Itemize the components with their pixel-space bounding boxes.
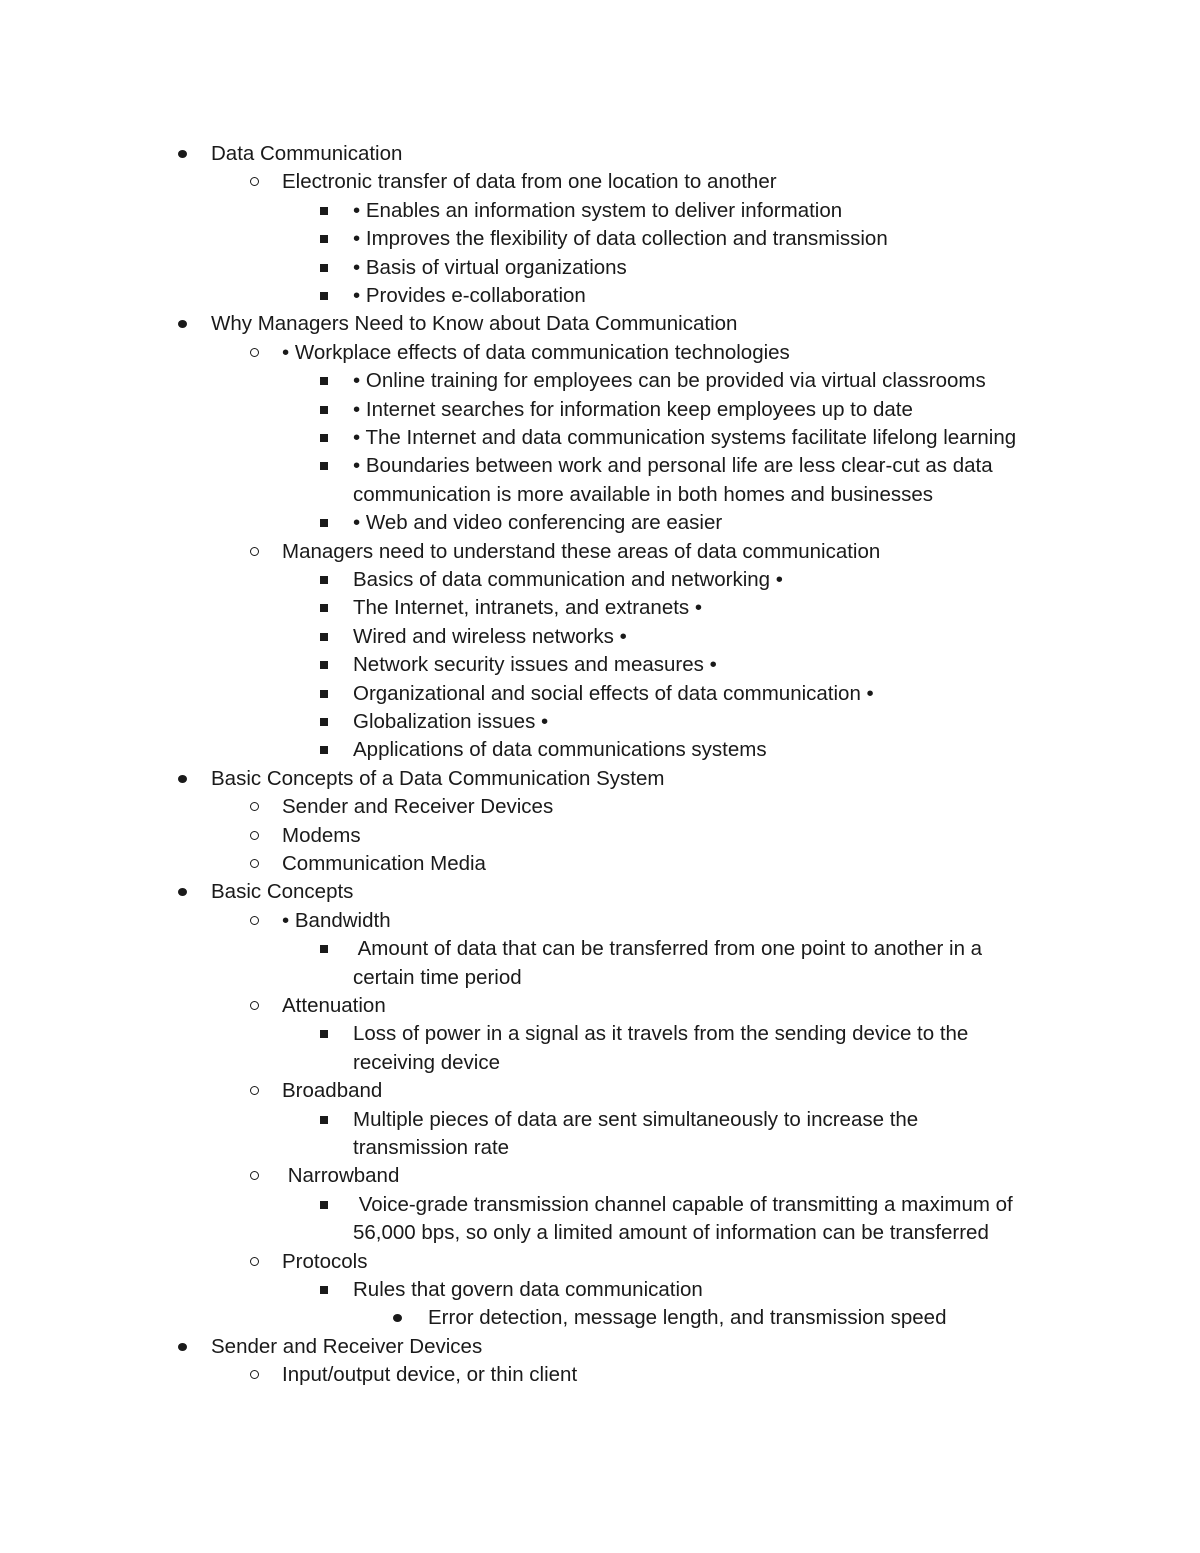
list-item-level-0: Data Communication (211, 142, 403, 165)
list-item-level-1: Input/output device, or thin client (282, 1363, 578, 1387)
list-item-level-2: Organizational and social effects of data communication • (353, 681, 874, 705)
hollow-circle-bullet-icon (248, 1361, 262, 1389)
list-item-level-2: Voice-grade transmission channel capable of transmitting a maximum of (353, 1192, 1013, 1216)
list-item-level-2: The Internet, intranets, and extranets • (353, 596, 703, 620)
list-item-level-2: • Boundaries between work and personal life are less clear-cut as data (353, 454, 993, 478)
list-item-level-0: Sender and Receiver Devices (211, 1334, 483, 1358)
hollow-circle-bullet-icon (248, 793, 262, 821)
list-item-level-2: • Basis of virtual organizations (353, 255, 627, 279)
hollow-circle-bullet-icon (248, 339, 262, 367)
list-item-level-1: Broadband (282, 1079, 383, 1103)
filled-circle-bullet-icon (175, 1333, 189, 1361)
hollow-circle-bullet-icon (248, 1077, 262, 1105)
list-item-level-2: Wired and wireless networks • (353, 624, 627, 648)
list-item-level-2: Applications of data communications systems (353, 738, 767, 762)
list-item-level-2: • Web and video conferencing are easier (353, 511, 723, 535)
hollow-circle-bullet-icon (248, 168, 262, 196)
square-bullet-icon (318, 1191, 332, 1219)
list-item-level-2: • Enables an information system to deliver information (353, 198, 843, 222)
list-item-level-1: • Bandwidth (282, 908, 391, 932)
list-item-level-1: Modems (282, 823, 361, 847)
list-item-level-1: Attenuation (282, 994, 386, 1017)
square-bullet-icon (318, 424, 332, 452)
list-item-level-2: Rules that govern data communication (353, 1278, 703, 1301)
list-item-level-2: Loss of power in a signal as it travels from the sending device to the (353, 1022, 969, 1046)
list-item-level-1: • Workplace effects of data communication technologies (282, 340, 790, 364)
list-item-level-0: Why Managers Need to Know about Data Communication (211, 312, 738, 336)
square-bullet-icon (318, 594, 332, 622)
list-item-level-1: Narrowband (282, 1164, 400, 1188)
list-item-level-1: Communication Media (282, 852, 486, 875)
list-item-level-2: • The Internet and data communication systems facilitate lifelong learning (353, 426, 1017, 449)
square-bullet-icon (318, 651, 332, 679)
square-bullet-icon (318, 1276, 332, 1304)
list-item-level-2: Globalization issues • (353, 710, 549, 733)
hollow-circle-bullet-icon (248, 538, 262, 566)
list-item-level-4: Error detection, message length, and transmission speed (428, 1306, 947, 1330)
hollow-circle-bullet-icon (248, 907, 262, 935)
square-bullet-icon (318, 680, 332, 708)
filled-circle-bullet-icon (175, 140, 189, 168)
hollow-circle-bullet-icon (248, 992, 262, 1020)
list-item-level-1: Electronic transfer of data from one location to another (282, 170, 777, 194)
square-bullet-icon (318, 452, 332, 480)
square-bullet-icon (318, 1020, 332, 1048)
hollow-circle-bullet-icon (248, 1162, 262, 1190)
square-bullet-icon (318, 935, 332, 963)
list-item-level-2: Network security issues and measures • (353, 653, 717, 677)
square-bullet-icon (318, 708, 332, 736)
filled-circle-bullet-icon (175, 310, 189, 338)
square-bullet-icon (318, 225, 332, 253)
list-item-level-2: • Online training for employees can be provided via virtual classrooms (353, 369, 986, 393)
square-bullet-icon (318, 1106, 332, 1134)
list-item-level-2: Multiple pieces of data are sent simultaneously to increase the (353, 1107, 919, 1131)
square-bullet-icon (318, 367, 332, 395)
square-bullet-icon (318, 254, 332, 282)
list-item-level-1: Managers need to understand these areas of data communication (282, 539, 881, 563)
list-item-level-0: Basic Concepts (211, 880, 354, 904)
list-item-level-2: Amount of data that can be transferred from one point to another in a (353, 937, 983, 961)
list-item-level-2: • Improves the flexibility of data collection and transmission (353, 227, 888, 251)
square-bullet-icon (318, 282, 332, 310)
list-item-continuation: transmission rate (353, 1136, 510, 1159)
square-bullet-icon (318, 509, 332, 537)
filled-circle-bullet-icon (175, 765, 189, 793)
square-bullet-icon (318, 566, 332, 594)
square-bullet-icon (318, 736, 332, 764)
square-bullet-icon (318, 197, 332, 225)
square-bullet-icon (318, 396, 332, 424)
square-bullet-icon (318, 623, 332, 651)
list-item-level-1: Protocols (282, 1249, 368, 1273)
list-item-continuation: communication is more available in both homes and businesses (353, 482, 934, 506)
list-item-continuation: 56,000 bps, so only a limited amount of information can be transferred (353, 1221, 989, 1245)
hollow-circle-bullet-icon (248, 822, 262, 850)
list-item-continuation: receiving device (353, 1050, 500, 1074)
filled-circle-bullet-icon (390, 1304, 404, 1332)
list-item-level-2: • Internet searches for information keep employees up to date (353, 397, 913, 421)
list-item-level-2: • Provides e-collaboration (353, 284, 586, 307)
hollow-circle-bullet-icon (248, 1248, 262, 1276)
list-item-level-1: Sender and Receiver Devices (282, 795, 554, 819)
hollow-circle-bullet-icon (248, 850, 262, 878)
list-item-level-0: Basic Concepts of a Data Communication System (211, 766, 665, 790)
list-item-continuation: certain time period (353, 965, 522, 989)
list-item-level-2: Basics of data communication and networking • (353, 568, 783, 591)
filled-circle-bullet-icon (175, 878, 189, 906)
